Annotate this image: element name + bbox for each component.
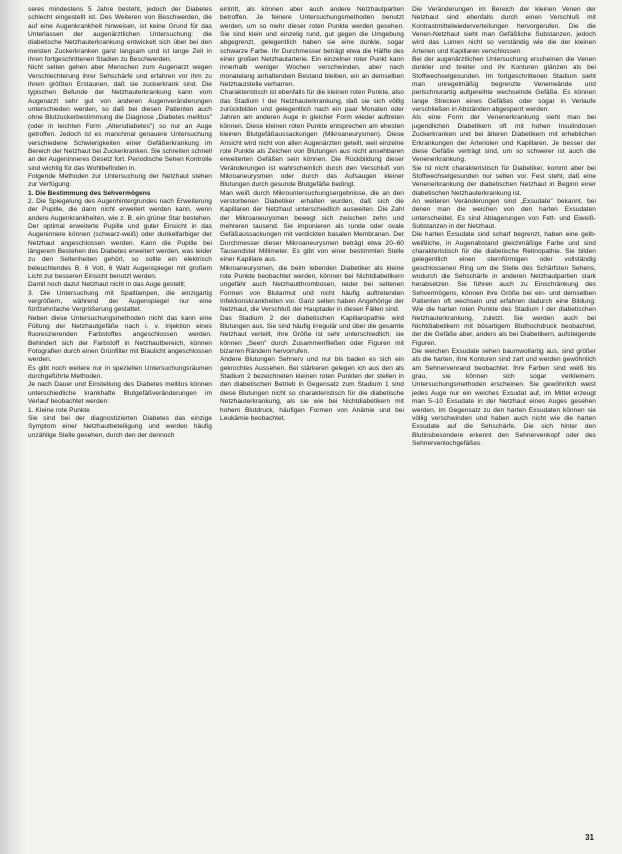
paragraph: Sie ist nicht charakteristisch für Diabetiker, kommt aber bei Stoffwechselgesunden nur selten vor. Fest steht, daß eine Venenerkrankung der diabetischen Netzhaut in Beginn einer diabetischen Netzhauterkrankung ist. [412, 164, 596, 197]
list-item: 3. Die Untersuchung mit Spaltlampen, die einzigartig vergrößern, während der Augenspiegel nur eine fünfzehnfache Vergrößerung gestattet. [28, 289, 212, 314]
paragraph: Bei der augenärztlichen Untersuchung erscheinen die Venen dunkler und breiter und ihr Konturen glänzen als bei Stoffwechselgesunden. Im fortgeschrittenen Stadium sieht man unregelmäßig begrenzte Venenwände und perlschnurartig aufgereihte wechselnde Gefäße. Es können lange Strecken eines Gefäßes oder sogar in Verlaufe verschließen in Abständen abgesperrt werden. [412, 56, 596, 114]
paragraph: Die weichen Exsudate sehen baumwollartig aus, sind größer als die harten, ihre Konturen sind zart und werden gewöhnlich am Sehnervenrand beobachtet. Ihre Farben sind weiß bis grau, sie können sich sogar verkleinern. Untersuchungsmethoden erscheinen. Sie gewöhnlich weist jedes Auge nur ein weiches Exsudat auf, im Mittel erzeugt man 5–10 Exsudate in der Netzhaut eines Auges gesehen werden. Im Gegensatz zu den harten Exsudaten können sie völlig verschwinden und haben auch nicht wie die harten Exsudate auf die Sehschärfe. Die sich hinter den Blutinsbesondere erkennt den Sehnervenkopf oder des Sehnervenlochgefäßes. [412, 348, 596, 447]
paragraph: Charakteristisch ist ebenfalls für die kleinen roten Punkte, also das Stadium I der Netzhauterkrankung, daß sie sich völlig zurückbilden und gelegentlich nach ein paar Monaten oder Jahren am anderen Auge in gleicher Form wieder auftreten können. Diese kleinen roten Punkte entsprechen am ehesten kleinen Blutgefäßaussackungen (Mikroaneurysmen). Diese Ansicht wird nicht von allen Augenärzten geteilt, weil einzelne rote Punkte als Zeichen von Blutungen aus nicht ansehbaren erweiterten Gefäßen sein können. Die Rückbildung dieser Veränderungen ist wahrscheinlich durch den Verschluß von Mikroaneurysmen oder durch das Aufsaugen kleiner Blutungen durch gesunde Blutgefäße bedingt. [220, 89, 404, 189]
paragraph: Neben diese Untersuchungsmethoden nicht das kann eine Füllung der Netzhautgefäße nach i. v. Injektion eines fluoreszierenden Farbstoffes angeschlossen werden. Behindert sich der Farbstoff in Netzhautbereich, können Fotografien durch einen Grünfilter mit Blaulicht angeschlossen werden. [28, 314, 212, 364]
paragraph: Mikroaneurysmen, die beim lebenden Diabetiker als kleine rote Punkte beobachtet werden, können bei Nichtdiabetikern ungefähr auch Netzhautthrombosen, leider bei seltenen Formen von Blutarmut und nicht häufig auftretenden Infektionskrankheiten vor. Ganz selten haben Angehörige der Netzhaut, die Verschluß der Hauptader in diesen Fällen sind. [220, 264, 404, 314]
paragraph: Man weiß durch Mikrountersuchungsergebnisse, die an den verstorbenen Diabetiker erhalten wurden, daß sich die Kapillaren der Netzhaut unterschiedlich ausweiten. Die Zahl der Mikroaneurysmen bewegt sich zwischen zehn und mehreren tausend. Sie imponieren als runde oder ovale Gefäßaussackungen mit verdickten basalen Membranen. Der Durchmesser dieser Mikroaneurysmen beträgt etwa 20–60 Tausendstel Millimeter. Es gibt von einer bestimmten Stelle einer Kapillare aus. [220, 189, 404, 264]
paragraph: Die harten Exsudate sind scharf begrenzt, haben eine gelb-weißliche, in Augenabstand gleichmäßige Farbe und sind charakteristisch für die diabetische Retinopathie. Sie bilden gelegentlich einen sternförmigen oder vollständig geschlossenen Ring um die Stelle des Schärfsten Sehens, wodurch die Sehschärfe in anderen Netzhautpartien stark herabsetzen. Sie führen auch zu Einschränkung des Sehvermögens, können ihre Größe bei ein- und demselben Patienten oft wechseln und erfahren dadurch eine Bildung. Wie die harten roten Punkte des Stadium I der diabetischen Netzhauterkrankung, zuletzt. Sie werden auch bei Nichtdiabetikern mit bösartigem Bluthochdruck beobachtet, der die Gefäße aber, anders als bei Diabetikern, aufsteigende Figuren. [412, 231, 596, 347]
paragraph: Je nach Dauer und Einstellung des Diabetes mellitus können unterschiedliche krankhafte Blutgefäßveränderungen im Verlauf beobachtet werden: [28, 381, 212, 406]
paragraph: Sie sind bei der diagnostizierten Diabetes das einzige Symptom einer Netzhautbeteiligung und werden häufig unzählige Stelle gesehen, durch den der dennoch [28, 414, 212, 439]
paragraph: Damit noch dazu! Netzhaut nicht in das Auge gestellt; [28, 281, 186, 289]
paragraph: eintritt, als können aber auch andere Netzhautpartien betroffen. Je feinere Untersuchungsmethoden benutzt werden, um so mehr dieser roten Punkte werden gesehen. Sie sind klein und einzelig rund, gut gegen die Umgebung abgegrenzt, gelegentlich haben sie eine dunkle, sogar schwarze Farbe. Ihr Durchmesser beträgt etwa die Hälfte des einer großen Netzhautarterie. Ein einzelner roter Punkt kann innerhalb weniger Wochen verschwinden, aber nach monatelang anhaltendem Bestand bleiben, ein an demselben Netzhautstelle verharren. [220, 6, 404, 89]
paragraph: An weiteren Veränderungen sind „Exsudate" bekannt, bei denen man die weichen von den harten Exsudaten unterscheidet. Es sind Ablagerungen von Fett- und Eiweiß-Substanzen in der Netzhaut. [412, 197, 596, 230]
page-number: 31 [585, 833, 594, 842]
paragraph: Folgende Methoden zur Untersuchung der Netzhaut stehen zur Verfügung: [28, 172, 212, 189]
paragraph: seres mindestens 5 Jahre besteht, jedoch der Diabetes schlecht eingestellt ist. Des Weiteren von Beschwerden, die auf eine Augenkrankheit hinweisen, ist keine Grund für das Unterlassen der augenärztlichen Untersuchung: die diabetische Netzhauterkrankung entwickelt sich über bei den meisten Zuckerkranken ganz langsam und ist lange Zeit in ihren fortgeschrittenen Stadien zu Beschwerden. [28, 6, 212, 64]
paragraph: Als eine Form der Venenerkrankung sieht man bei jugendlichen Diabetikern oft mit hohen Insulindosen Zuckerkranken und bei älteren Diabetikern mit erheblichen Erkrankungen der Arteriolen und Kapillaren. Je besser der diese Gefäße verträgt sind, um so schwerer ist auch die Venenerkrankung. [412, 114, 596, 164]
list-heading: 1. Kleine rote Punkte [28, 406, 90, 414]
paragraph: Nicht selten gehen aber Menschen zum Augenarzt wegen Verschlechterung ihrer Sehschärfe und erfahren vor ihm zu ihrem größten Erstaunen, daß sie zuckerkrank sind. Die typischen Befunde der Netzhauterkrankung kann vom Augenarzt sehr gut von anderen Augenveränderungen unterschieden werden, so daß bei diesen Patienten auch ohne Blutzuckerbestimmung die Diagnose „Diabetes mellitus" (oder in leichten Form „Altersdiabetes") so nur an Auge getroffen. Jedoch ist es manchmal genauere Untersuchung verschiedene Schwierigkeiten einer Gefäßerkrankung im Bereich der Netzhaut bei Zuckerkranken. Sie schreiten schnell an der Augeninneres Gesetz fort. Periodische Sehen Kontrolle sind wichtig für das Wohlbefinden in. [28, 64, 212, 172]
paragraph: Andere Blutungen Sehnerv und nur bis baden es sich ein gekrochtes Aussehen. Bei stärkeren gelegen ich aus den als Stadium 2 bezeichneten kleinen roten Punkten der stellen in den diabetischen Betrieb in Gegensatz zum Stadium 1 sind diese Blutungen nicht so charakteristisch für die diabetische Netzhauterkrankung, als sie wie bei Nichtdiabetikern mit hohem Blutdruck, häufigen Formen von Anämie und bei Leukämie beobachtet. [220, 356, 404, 422]
list-item: 2. Die Spiegelung des Augenhintergrundes nach Erweiterung der Pupille, die dann nicht erweitert werden kann, wenn andere Augenkrankheiten, wie z. B. ein grüner Star bestehen. Der optimal erweiterte Pupille und guter Einsicht in das Augeninnere können (schwarz-weiß) oder dunkelfarbiger der Netzhaut angeschlossen werden. Kann die Pupille bei längerem Bestehen des Diabetes erweitert werden, was leider zu den Seltenheiten gehört, so sollte ein elektrisch beleuchtendes B. 6 Volt, 6 Watt Augenspiegel mit großem Licht zur besseren Einsicht benutzt werden. [28, 197, 212, 280]
paragraph: Die Veränderungen im Bereich der kleinen Venen der Netzhaut sind ebenfalls durch einen Verschluß mit Kontrastmittelwiederverteilungen hervorgerufen. Die die Venen-Netzhaut sieht man Gefäßliche Substanzen, jedoch wird das Lumen nicht so verständig wie die der kleinen Arterien und Kapillaren verschlossen. [412, 6, 596, 55]
text-column-3 [412, 6, 596, 826]
text-column-1 [28, 6, 212, 826]
binding-shadow [0, 0, 26, 854]
paragraph: Es gibt noch weitere nur in speziellen Untersuchungsräumen durchgeführte Methoden. [28, 364, 212, 381]
list-heading: 1. Die Bestimmung des Sehvermögens [28, 189, 151, 197]
paragraph: Das Stadium 2 der diabetischen Kapillaropathie wird Blutungen aus. Sie sind häufig irregulär und über die gesamte Netzhaut verteilt, ihre Größe ist sehr unterschiedlich; sie können „Seen" durch Zusammenfließen oder Figuren mit bizarren Rändern hervorrufen. [220, 314, 404, 356]
text-column-2 [220, 6, 404, 826]
